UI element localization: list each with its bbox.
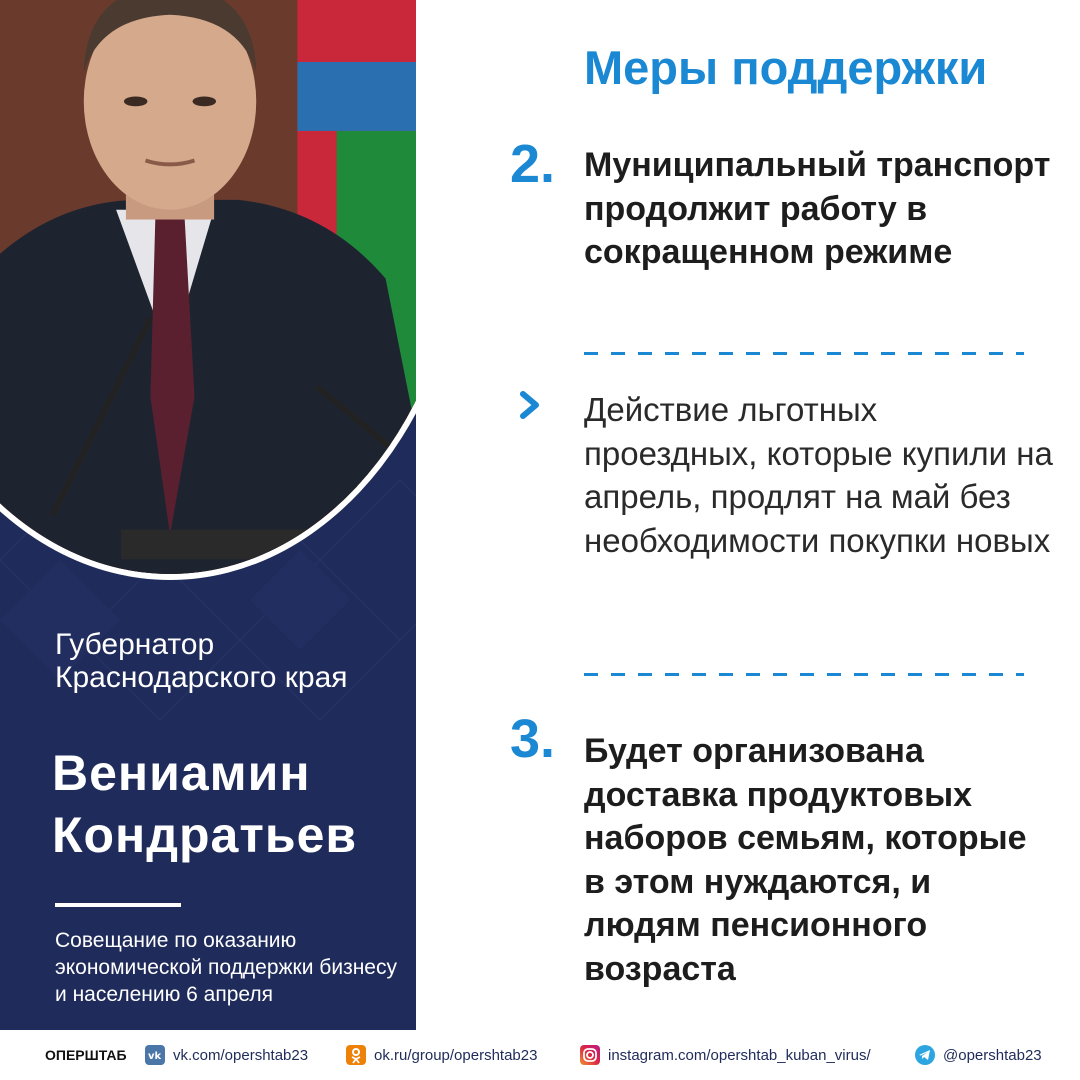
page-title: Меры поддержки	[584, 41, 988, 94]
governor-position: Губернатор Краснодарского края	[55, 628, 348, 694]
measure-delivery: Будет организована доставка продуктовых наборов семьям, которые в этом нуждаются, и людям пенсионного возраста	[584, 732, 1027, 988]
footer-link-ok[interactable]	[346, 1045, 537, 1065]
vk-icon	[145, 1045, 165, 1065]
footer	[0, 1030, 1080, 1080]
item-number-2: 2.	[510, 134, 556, 194]
measure-transport: Муниципальный транспорт продолжит работу в сокращенном режиме	[584, 146, 1051, 271]
left-panel	[0, 0, 416, 1030]
measure-passes: Действие льготных проездных, которые купили на апрель, продлят на май без необходимости покупки новых	[584, 391, 1053, 559]
item-number-3: 3.	[510, 709, 556, 769]
ok-icon	[346, 1045, 366, 1065]
footer-link-vk[interactable]	[145, 1045, 308, 1065]
chevron-right-icon	[518, 390, 544, 420]
footer-link-instagram[interactable]	[580, 1045, 871, 1065]
vk-link-text: vk.com/opershtab23	[173, 1046, 309, 1064]
ok-link-text: ok.ru/group/opershtab23	[374, 1046, 538, 1064]
footer-brand: ОПЕРШТАБ	[45, 1047, 127, 1063]
telegram-icon	[915, 1045, 935, 1065]
telegram-link-text: @opershtab23	[943, 1046, 1042, 1064]
name-divider	[55, 903, 181, 907]
governor-last-name: Кондратьев	[52, 807, 358, 863]
instagram-icon	[580, 1045, 600, 1065]
instagram-link-text: instagram.com/opershtab_kuban_virus/	[608, 1046, 871, 1064]
dashed-divider	[584, 673, 1024, 676]
governor-photo	[0, 0, 416, 580]
governor-first-name: Вениамин	[52, 745, 311, 801]
meeting-caption: Совещание по оказанию экономической поддержки бизнесу и населению 6 апреля	[55, 929, 397, 1006]
footer-link-telegram[interactable]	[915, 1045, 1042, 1065]
dashed-divider	[584, 352, 1024, 355]
governor-name	[52, 742, 412, 866]
svg-text:vk: vk	[148, 1051, 162, 1062]
